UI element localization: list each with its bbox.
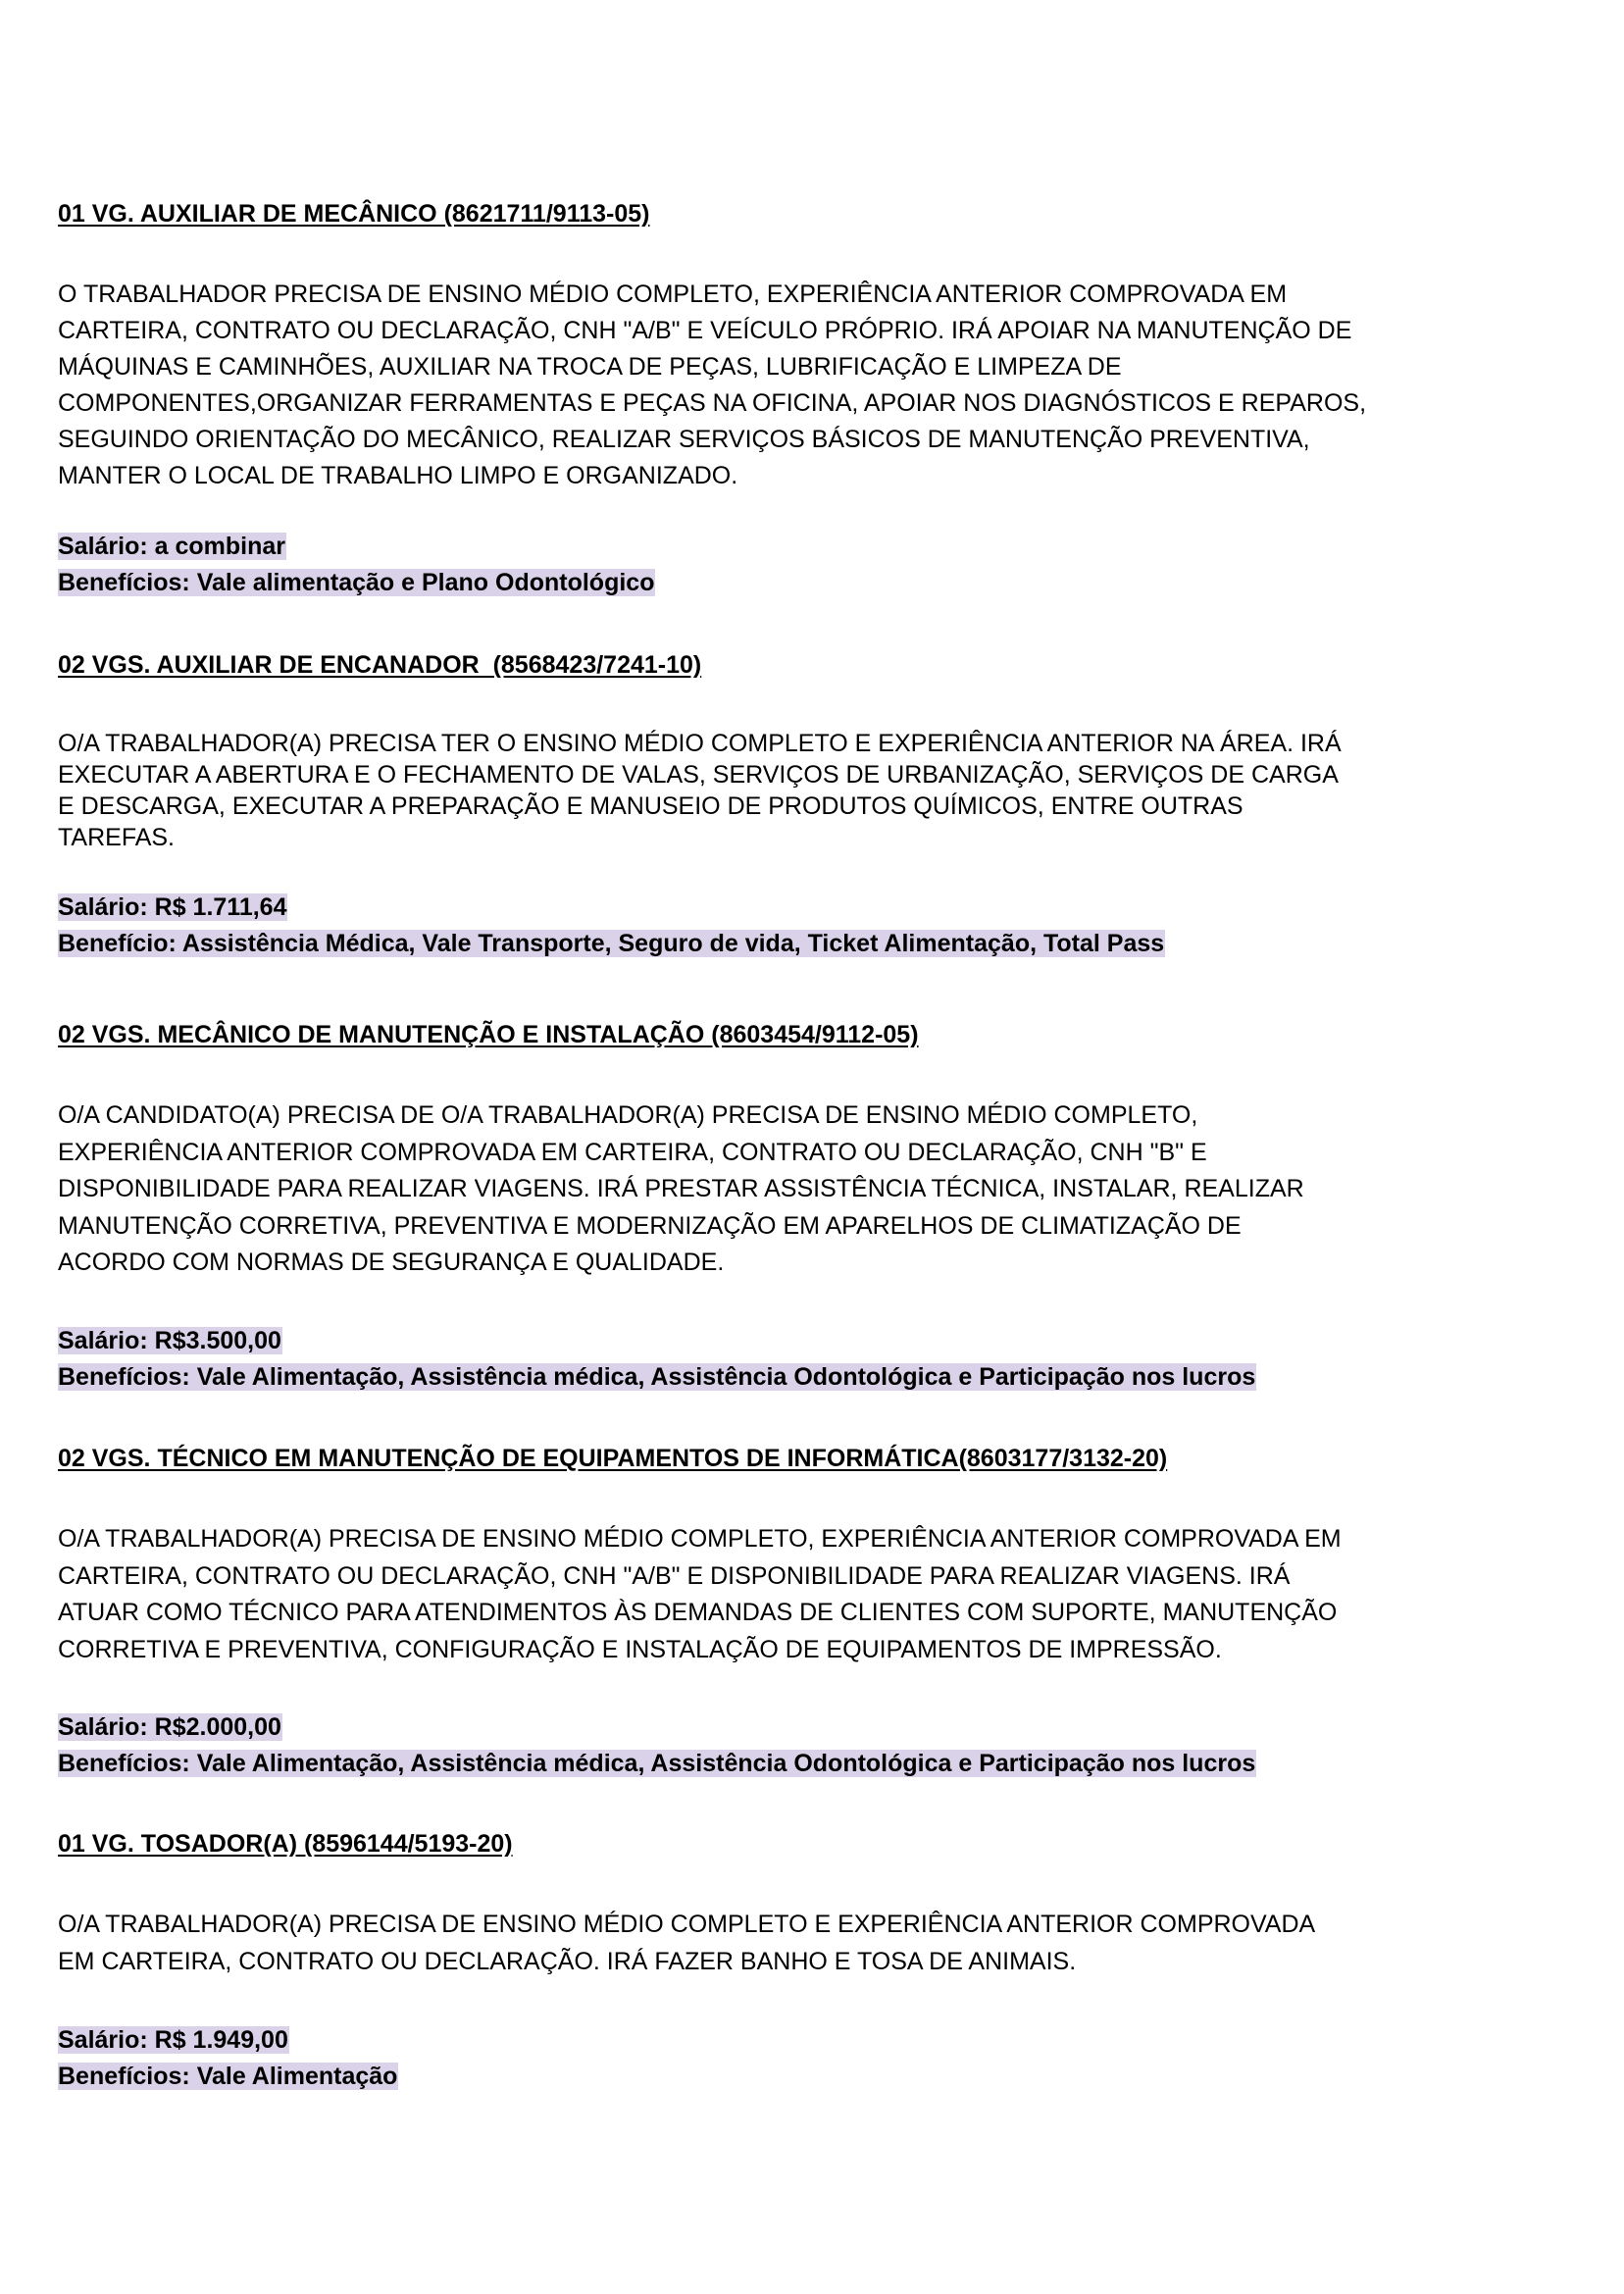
job-description (58, 277, 1568, 494)
job-listing-auxiliar-mecanico (58, 196, 1568, 601)
description-line: EXPERIÊNCIA ANTERIOR COMPROVADA EM CARTEIRA, CONTRATO OU DECLARAÇÃO, CNH "B" E (58, 1138, 1207, 1166)
benefits-label: Benefícios: Vale Alimentação (58, 2063, 398, 2090)
job-listing-tecnico-informatica (58, 1441, 1568, 1782)
description-line: O/A TRABALHADOR(A) PRECISA DE ENSINO MÉDIO COMPLETO E EXPERIÊNCIA ANTERIOR COMPROVADA (58, 1911, 1316, 1938)
description-line: ACORDO COM NORMAS DE SEGURANÇA E QUALIDADE. (58, 1249, 725, 1276)
description-line: CORRETIVA E PREVENTIVA, CONFIGURAÇÃO E INSTALAÇÃO DE EQUIPAMENTOS DE IMPRESSÃO. (58, 1635, 1222, 1663)
salary-benefits (58, 1709, 1568, 1782)
description-line: ATUAR COMO TÉCNICO PARA ATENDIMENTOS ÀS DEMANDAS DE CLIENTES COM SUPORTE, MANUTENÇÃO (58, 1599, 1338, 1626)
description-line: CARTEIRA, CONTRATO OU DECLARAÇÃO, CNH "A/B" E DISPONIBILIDADE PARA REALIZAR VIAGENS. IRÁ (58, 1561, 1291, 1590)
description-line: MANUTENÇÃO CORRETIVA, PREVENTIVA E MODERNIZAÇÃO EM APARELHOS DE CLIMATIZAÇÃO DE (58, 1211, 1242, 1240)
job-listing-mecanico-manutencao (58, 1017, 1568, 1396)
salary-benefits (58, 1323, 1568, 1396)
benefits-label: Benefícios: Vale Alimentação, Assistência médica, Assistência Odontológica e Participação nos lucros (58, 1362, 1256, 1391)
salary-benefits (58, 529, 1568, 601)
description-line: MANTER O LOCAL DE TRABALHO LIMPO E ORGANIZADO. (58, 462, 738, 489)
description-line: SEGUINDO ORIENTAÇÃO DO MECÂNICO, REALIZAR SERVIÇOS BÁSICOS DE MANUTENÇÃO PREVENTIVA, (58, 426, 1310, 453)
salary-label: Salário: R$3.500,00 (58, 1326, 281, 1354)
salary-benefits (58, 2022, 1568, 2095)
job-title: 01 VG. AUXILIAR DE MECÂNICO (8621711/9113-05) (58, 200, 650, 228)
job-description (58, 1907, 1568, 1980)
benefits-label: Benefícios: Vale Alimentação, Assistência médica, Assistência Odontológica e Participação nos lucros (58, 1750, 1256, 1777)
job-description (58, 1521, 1568, 1668)
description-line: EXECUTAR A ABERTURA E O FECHAMENTO DE VALAS, SERVIÇOS DE URBANIZAÇÃO, SERVIÇOS DE CARGA (58, 761, 1339, 789)
job-listing-tosador (58, 1826, 1568, 2095)
description-line: E DESCARGA, EXECUTAR A PREPARAÇÃO E MANUSEIO DE PRODUTOS QUÍMICOS, ENTRE OUTRAS (58, 792, 1243, 820)
description-line: O TRABALHADOR PRECISA DE ENSINO MÉDIO COMPLETO, EXPERIÊNCIA ANTERIOR COMPROVADA EM (58, 280, 1288, 308)
job-title: 02 VGS. TÉCNICO EM MANUTENÇÃO DE EQUIPAMENTOS DE INFORMÁTICA(8603177/3132-20) (58, 1445, 1168, 1472)
description-line: O/A TRABALHADOR(A) PRECISA TER O ENSINO MÉDIO COMPLETO E EXPERIÊNCIA ANTERIOR NA ÁREA. IRÁ (58, 730, 1342, 757)
job-description (58, 728, 1568, 853)
description-line: CARTEIRA, CONTRATO OU DECLARAÇÃO, CNH "A/B" E VEÍCULO PRÓPRIO. IRÁ APOIAR NA MANUTENÇÃO DE (58, 317, 1352, 344)
salary-benefits (58, 890, 1568, 962)
salary-label: Salário: R$ 1.711,64 (58, 893, 287, 921)
job-description (58, 1097, 1568, 1282)
description-line: MÁQUINAS E CAMINHÕES, AUXILIAR NA TROCA DE PEÇAS, LUBRIFICAÇÃO E LIMPEZA DE (58, 353, 1122, 381)
description-line: O/A CANDIDATO(A) PRECISA DE O/A TRABALHADOR(A) PRECISA DE ENSINO MÉDIO COMPLETO, (58, 1101, 1198, 1129)
benefits-label: Benefício: Assistência Médica, Vale Transporte, Seguro de vida, Ticket Alimentação, Total Pass (58, 930, 1165, 957)
description-line: COMPONENTES,ORGANIZAR FERRAMENTAS E PEÇAS NA OFICINA, APOIAR NOS DIAGNÓSTICOS E REPAROS, (58, 389, 1367, 417)
description-line: EM CARTEIRA, CONTRATO OU DECLARAÇÃO. IRÁ FAZER BANHO E TOSA DE ANIMAIS. (58, 1947, 1077, 1975)
salary-label: Salário: a combinar (58, 533, 286, 560)
description-line: O/A TRABALHADOR(A) PRECISA DE ENSINO MÉDIO COMPLETO, EXPERIÊNCIA ANTERIOR COMPROVADA EM (58, 1525, 1342, 1553)
job-title: 01 VG. TOSADOR(A) (8596144/5193-20) (58, 1830, 513, 1858)
description-line: DISPONIBILIDADE PARA REALIZAR VIAGENS. IRÁ PRESTAR ASSISTÊNCIA TÉCNICA, INSTALAR, REALIZAR (58, 1175, 1304, 1202)
job-title: 02 VGS. AUXILIAR DE ENCANADOR (8568423/7241-10) (58, 651, 702, 679)
description-line: TAREFAS. (58, 824, 176, 851)
job-listing-auxiliar-encanador (58, 647, 1568, 962)
salary-label: Salário: R$2.000,00 (58, 1713, 281, 1741)
salary-label: Salário: R$ 1.949,00 (58, 2026, 288, 2054)
benefits-label: Benefícios: Vale alimentação e Plano Odontológico (58, 569, 655, 596)
job-title: 02 VGS. MECÂNICO DE MANUTENÇÃO E INSTALAÇÃO (8603454/9112-05) (58, 1021, 919, 1048)
